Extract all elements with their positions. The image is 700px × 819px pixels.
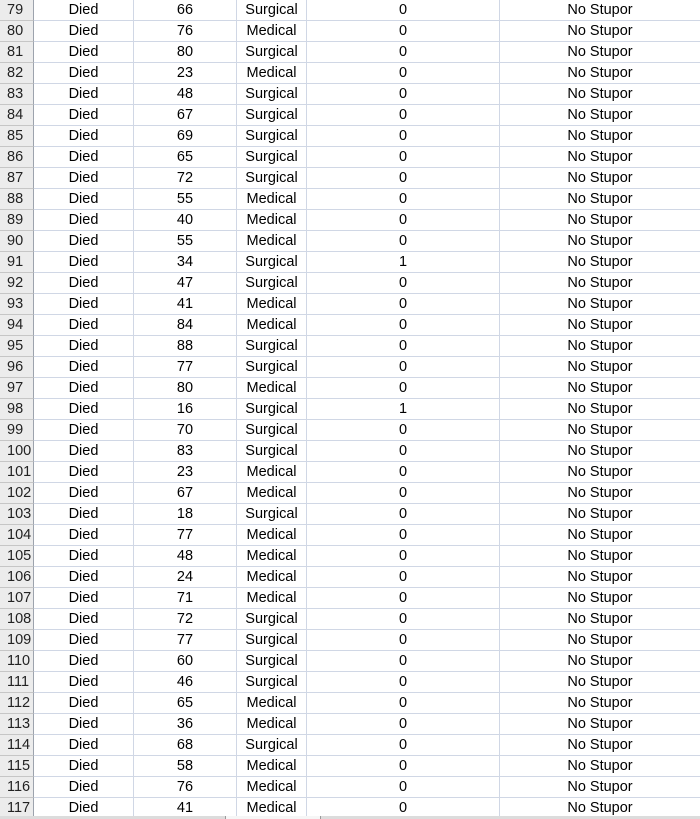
age-cell[interactable]: 88: [134, 336, 237, 357]
age-cell[interactable]: 34: [134, 252, 237, 273]
age-cell[interactable]: 72: [134, 609, 237, 630]
age-cell[interactable]: 60: [134, 651, 237, 672]
row-header[interactable]: 92: [0, 273, 34, 294]
stupor-cell[interactable]: No Stupor: [500, 189, 700, 210]
row-header[interactable]: 102: [0, 483, 34, 504]
count-cell[interactable]: 0: [307, 546, 500, 567]
admission-type-cell[interactable]: Surgical: [237, 126, 307, 147]
table-row: [0, 546, 700, 567]
table-row: [0, 0, 700, 21]
age-cell[interactable]: 23: [134, 462, 237, 483]
stupor-cell[interactable]: No Stupor: [500, 420, 700, 441]
admission-type-cell[interactable]: Surgical: [237, 399, 307, 420]
outcome-cell[interactable]: Died: [34, 21, 134, 42]
admission-type-cell[interactable]: Medical: [237, 21, 307, 42]
outcome-cell[interactable]: Died: [34, 294, 134, 315]
age-cell[interactable]: 80: [134, 378, 237, 399]
age-cell[interactable]: 77: [134, 525, 237, 546]
stupor-cell[interactable]: No Stupor: [500, 798, 700, 819]
outcome-cell[interactable]: Died: [34, 252, 134, 273]
age-cell[interactable]: 68: [134, 735, 237, 756]
row-header[interactable]: 100: [0, 441, 34, 462]
outcome-cell[interactable]: Died: [34, 420, 134, 441]
row-header[interactable]: 97: [0, 378, 34, 399]
stupor-cell[interactable]: No Stupor: [500, 672, 700, 693]
stupor-cell[interactable]: No Stupor: [500, 252, 700, 273]
count-cell[interactable]: 0: [307, 651, 500, 672]
table-row: [0, 441, 700, 462]
row-header[interactable]: 106: [0, 567, 34, 588]
admission-type-cell[interactable]: Medical: [237, 714, 307, 735]
row-header[interactable]: 86: [0, 147, 34, 168]
age-cell[interactable]: 66: [134, 0, 237, 21]
count-cell[interactable]: 0: [307, 588, 500, 609]
table-row: [0, 504, 700, 525]
count-cell[interactable]: 1: [307, 399, 500, 420]
count-cell[interactable]: 0: [307, 0, 500, 21]
outcome-cell[interactable]: Died: [34, 42, 134, 63]
stupor-cell[interactable]: No Stupor: [500, 567, 700, 588]
age-cell[interactable]: 70: [134, 420, 237, 441]
admission-type-cell[interactable]: Surgical: [237, 273, 307, 294]
stupor-cell[interactable]: No Stupor: [500, 147, 700, 168]
row-header[interactable]: 113: [0, 714, 34, 735]
count-cell[interactable]: 0: [307, 189, 500, 210]
table-row: [0, 210, 700, 231]
stupor-cell[interactable]: No Stupor: [500, 168, 700, 189]
outcome-cell[interactable]: Died: [34, 336, 134, 357]
row-header[interactable]: 93: [0, 294, 34, 315]
outcome-cell[interactable]: Died: [34, 126, 134, 147]
age-cell[interactable]: 55: [134, 231, 237, 252]
admission-type-cell[interactable]: Surgical: [237, 42, 307, 63]
row-header[interactable]: 85: [0, 126, 34, 147]
outcome-cell[interactable]: Died: [34, 210, 134, 231]
count-cell[interactable]: 0: [307, 777, 500, 798]
admission-type-cell[interactable]: Surgical: [237, 651, 307, 672]
outcome-cell[interactable]: Died: [34, 357, 134, 378]
count-cell[interactable]: 0: [307, 147, 500, 168]
stupor-cell[interactable]: No Stupor: [500, 63, 700, 84]
stupor-cell[interactable]: No Stupor: [500, 315, 700, 336]
age-cell[interactable]: 18: [134, 504, 237, 525]
admission-type-cell[interactable]: Medical: [237, 546, 307, 567]
admission-type-cell[interactable]: Medical: [237, 63, 307, 84]
age-cell[interactable]: 36: [134, 714, 237, 735]
row-header[interactable]: 89: [0, 210, 34, 231]
admission-type-cell[interactable]: Medical: [237, 693, 307, 714]
outcome-cell[interactable]: Died: [34, 483, 134, 504]
admission-type-cell[interactable]: Medical: [237, 567, 307, 588]
stupor-cell[interactable]: No Stupor: [500, 651, 700, 672]
outcome-cell[interactable]: Died: [34, 504, 134, 525]
row-header[interactable]: 80: [0, 21, 34, 42]
age-cell[interactable]: 84: [134, 315, 237, 336]
count-cell[interactable]: 0: [307, 483, 500, 504]
stupor-cell[interactable]: No Stupor: [500, 42, 700, 63]
stupor-cell[interactable]: No Stupor: [500, 105, 700, 126]
row-header[interactable]: 81: [0, 42, 34, 63]
outcome-cell[interactable]: Died: [34, 651, 134, 672]
count-cell[interactable]: 0: [307, 168, 500, 189]
stupor-cell[interactable]: No Stupor: [500, 462, 700, 483]
table-row: [0, 63, 700, 84]
table-row: [0, 315, 700, 336]
admission-type-cell[interactable]: Surgical: [237, 735, 307, 756]
table-row: [0, 462, 700, 483]
table-row: [0, 189, 700, 210]
admission-type-cell[interactable]: Surgical: [237, 336, 307, 357]
outcome-cell[interactable]: Died: [34, 0, 134, 21]
table-row: [0, 588, 700, 609]
row-header[interactable]: 95: [0, 336, 34, 357]
table-row: [0, 483, 700, 504]
row-header[interactable]: 82: [0, 63, 34, 84]
row-header[interactable]: 103: [0, 504, 34, 525]
row-header[interactable]: 117: [0, 798, 34, 819]
count-cell[interactable]: 0: [307, 294, 500, 315]
row-header[interactable]: 111: [0, 672, 34, 693]
admission-type-cell[interactable]: Medical: [237, 462, 307, 483]
stupor-cell[interactable]: No Stupor: [500, 0, 700, 21]
table-row: [0, 252, 700, 273]
count-cell[interactable]: 0: [307, 105, 500, 126]
stupor-cell[interactable]: No Stupor: [500, 231, 700, 252]
age-cell[interactable]: 67: [134, 105, 237, 126]
stupor-cell[interactable]: No Stupor: [500, 21, 700, 42]
count-cell[interactable]: 0: [307, 630, 500, 651]
admission-type-cell[interactable]: Surgical: [237, 441, 307, 462]
table-row: [0, 630, 700, 651]
outcome-cell[interactable]: Died: [34, 567, 134, 588]
stupor-cell[interactable]: No Stupor: [500, 483, 700, 504]
table-row: [0, 609, 700, 630]
table-row: [0, 777, 700, 798]
outcome-cell[interactable]: Died: [34, 462, 134, 483]
stupor-cell[interactable]: No Stupor: [500, 777, 700, 798]
stupor-cell[interactable]: No Stupor: [500, 588, 700, 609]
row-header[interactable]: 88: [0, 189, 34, 210]
table-row: [0, 231, 700, 252]
admission-type-cell[interactable]: Surgical: [237, 0, 307, 21]
age-cell[interactable]: 71: [134, 588, 237, 609]
table-row: [0, 273, 700, 294]
outcome-cell[interactable]: Died: [34, 735, 134, 756]
outcome-cell[interactable]: Died: [34, 189, 134, 210]
table-row: [0, 567, 700, 588]
count-cell[interactable]: 0: [307, 693, 500, 714]
stupor-cell[interactable]: No Stupor: [500, 357, 700, 378]
admission-type-cell[interactable]: Surgical: [237, 420, 307, 441]
count-cell[interactable]: 0: [307, 21, 500, 42]
stupor-cell[interactable]: No Stupor: [500, 714, 700, 735]
count-cell[interactable]: 0: [307, 525, 500, 546]
age-cell[interactable]: 58: [134, 756, 237, 777]
outcome-cell[interactable]: Died: [34, 588, 134, 609]
admission-type-cell[interactable]: Surgical: [237, 84, 307, 105]
table-row: [0, 42, 700, 63]
stupor-cell[interactable]: No Stupor: [500, 399, 700, 420]
count-cell[interactable]: 0: [307, 315, 500, 336]
age-cell[interactable]: 16: [134, 399, 237, 420]
age-cell[interactable]: 65: [134, 693, 237, 714]
count-cell[interactable]: 0: [307, 336, 500, 357]
age-cell[interactable]: 80: [134, 42, 237, 63]
admission-type-cell[interactable]: Surgical: [237, 252, 307, 273]
row-header[interactable]: 104: [0, 525, 34, 546]
stupor-cell[interactable]: No Stupor: [500, 546, 700, 567]
admission-type-cell[interactable]: Surgical: [237, 147, 307, 168]
admission-type-cell[interactable]: Surgical: [237, 504, 307, 525]
count-cell[interactable]: 0: [307, 420, 500, 441]
table-row: [0, 378, 700, 399]
outcome-cell[interactable]: Died: [34, 798, 134, 819]
count-cell[interactable]: 0: [307, 441, 500, 462]
age-cell[interactable]: 46: [134, 672, 237, 693]
table-row: [0, 693, 700, 714]
admission-type-cell[interactable]: Medical: [237, 378, 307, 399]
outcome-cell[interactable]: Died: [34, 231, 134, 252]
outcome-cell[interactable]: Died: [34, 609, 134, 630]
table-row: [0, 147, 700, 168]
table-row: [0, 357, 700, 378]
table-row: [0, 756, 700, 777]
admission-type-cell[interactable]: Medical: [237, 189, 307, 210]
admission-type-cell[interactable]: Medical: [237, 210, 307, 231]
age-cell[interactable]: 83: [134, 441, 237, 462]
row-header[interactable]: 116: [0, 777, 34, 798]
row-header[interactable]: 83: [0, 84, 34, 105]
count-cell[interactable]: 0: [307, 714, 500, 735]
age-cell[interactable]: 67: [134, 483, 237, 504]
outcome-cell[interactable]: Died: [34, 546, 134, 567]
row-header[interactable]: 98: [0, 399, 34, 420]
age-cell[interactable]: 76: [134, 777, 237, 798]
outcome-cell[interactable]: Died: [34, 672, 134, 693]
row-header[interactable]: 94: [0, 315, 34, 336]
table-row: [0, 672, 700, 693]
row-header[interactable]: 105: [0, 546, 34, 567]
row-header[interactable]: 91: [0, 252, 34, 273]
age-cell[interactable]: 41: [134, 294, 237, 315]
table-row: [0, 420, 700, 441]
table-row: [0, 525, 700, 546]
stupor-cell[interactable]: No Stupor: [500, 84, 700, 105]
count-cell[interactable]: 0: [307, 735, 500, 756]
age-cell[interactable]: 65: [134, 147, 237, 168]
stupor-cell[interactable]: No Stupor: [500, 735, 700, 756]
age-cell[interactable]: 47: [134, 273, 237, 294]
outcome-cell[interactable]: Died: [34, 63, 134, 84]
count-cell[interactable]: 0: [307, 210, 500, 231]
count-cell[interactable]: 0: [307, 126, 500, 147]
admission-type-cell[interactable]: Surgical: [237, 630, 307, 651]
row-header[interactable]: 114: [0, 735, 34, 756]
stupor-cell[interactable]: No Stupor: [500, 609, 700, 630]
count-cell[interactable]: 0: [307, 84, 500, 105]
admission-type-cell[interactable]: Surgical: [237, 357, 307, 378]
admission-type-cell[interactable]: Medical: [237, 294, 307, 315]
count-cell[interactable]: 0: [307, 672, 500, 693]
age-cell[interactable]: 72: [134, 168, 237, 189]
age-cell[interactable]: 69: [134, 126, 237, 147]
row-header[interactable]: 109: [0, 630, 34, 651]
table-row: [0, 735, 700, 756]
outcome-cell[interactable]: Died: [34, 777, 134, 798]
admission-type-cell[interactable]: Medical: [237, 483, 307, 504]
admission-type-cell[interactable]: Medical: [237, 525, 307, 546]
admission-type-cell[interactable]: Surgical: [237, 672, 307, 693]
age-cell[interactable]: 55: [134, 189, 237, 210]
table-row: [0, 714, 700, 735]
stupor-cell[interactable]: No Stupor: [500, 210, 700, 231]
table-row: [0, 651, 700, 672]
age-cell[interactable]: 41: [134, 798, 237, 819]
count-cell[interactable]: 0: [307, 567, 500, 588]
table-row: [0, 294, 700, 315]
outcome-cell[interactable]: Died: [34, 147, 134, 168]
age-cell[interactable]: 40: [134, 210, 237, 231]
stupor-cell[interactable]: No Stupor: [500, 525, 700, 546]
count-cell[interactable]: 0: [307, 63, 500, 84]
admission-type-cell[interactable]: Medical: [237, 798, 307, 819]
age-cell[interactable]: 77: [134, 630, 237, 651]
outcome-cell[interactable]: Died: [34, 630, 134, 651]
outcome-cell[interactable]: Died: [34, 84, 134, 105]
count-cell[interactable]: 0: [307, 357, 500, 378]
table-row: [0, 21, 700, 42]
count-cell[interactable]: 0: [307, 798, 500, 819]
outcome-cell[interactable]: Died: [34, 399, 134, 420]
outcome-cell[interactable]: Died: [34, 168, 134, 189]
count-cell[interactable]: 0: [307, 609, 500, 630]
age-cell[interactable]: 23: [134, 63, 237, 84]
admission-type-cell[interactable]: Medical: [237, 777, 307, 798]
row-header[interactable]: 110: [0, 651, 34, 672]
row-header[interactable]: 112: [0, 693, 34, 714]
age-cell[interactable]: 48: [134, 546, 237, 567]
outcome-cell[interactable]: Died: [34, 693, 134, 714]
stupor-cell[interactable]: No Stupor: [500, 630, 700, 651]
outcome-cell[interactable]: Died: [34, 315, 134, 336]
table-row: [0, 399, 700, 420]
table-row: [0, 126, 700, 147]
stupor-cell[interactable]: No Stupor: [500, 126, 700, 147]
stupor-cell[interactable]: No Stupor: [500, 273, 700, 294]
row-header[interactable]: 99: [0, 420, 34, 441]
row-header[interactable]: 79: [0, 0, 34, 21]
admission-type-cell[interactable]: Surgical: [237, 609, 307, 630]
count-cell[interactable]: 0: [307, 231, 500, 252]
row-header[interactable]: 108: [0, 609, 34, 630]
count-cell[interactable]: 1: [307, 252, 500, 273]
row-header[interactable]: 96: [0, 357, 34, 378]
row-header[interactable]: 90: [0, 231, 34, 252]
table-row: [0, 168, 700, 189]
row-header[interactable]: 107: [0, 588, 34, 609]
admission-type-cell[interactable]: Medical: [237, 588, 307, 609]
admission-type-cell[interactable]: Medical: [237, 315, 307, 336]
count-cell[interactable]: 0: [307, 756, 500, 777]
outcome-cell[interactable]: Died: [34, 273, 134, 294]
stupor-cell[interactable]: No Stupor: [500, 378, 700, 399]
row-header[interactable]: 101: [0, 462, 34, 483]
age-cell[interactable]: 24: [134, 567, 237, 588]
count-cell[interactable]: 0: [307, 273, 500, 294]
outcome-cell[interactable]: Died: [34, 714, 134, 735]
count-cell[interactable]: 0: [307, 504, 500, 525]
stupor-cell[interactable]: No Stupor: [500, 693, 700, 714]
table-row: [0, 84, 700, 105]
row-header[interactable]: 87: [0, 168, 34, 189]
age-cell[interactable]: 76: [134, 21, 237, 42]
outcome-cell[interactable]: Died: [34, 105, 134, 126]
count-cell[interactable]: 0: [307, 378, 500, 399]
stupor-cell[interactable]: No Stupor: [500, 294, 700, 315]
table-row: [0, 336, 700, 357]
stupor-cell[interactable]: No Stupor: [500, 504, 700, 525]
age-cell[interactable]: 77: [134, 357, 237, 378]
stupor-cell[interactable]: No Stupor: [500, 336, 700, 357]
age-cell[interactable]: 48: [134, 84, 237, 105]
count-cell[interactable]: 0: [307, 462, 500, 483]
outcome-cell[interactable]: Died: [34, 378, 134, 399]
outcome-cell[interactable]: Died: [34, 525, 134, 546]
admission-type-cell[interactable]: Medical: [237, 231, 307, 252]
row-header[interactable]: 115: [0, 756, 34, 777]
row-header[interactable]: 84: [0, 105, 34, 126]
admission-type-cell[interactable]: Surgical: [237, 168, 307, 189]
admission-type-cell[interactable]: Surgical: [237, 105, 307, 126]
table-row: [0, 105, 700, 126]
stupor-cell[interactable]: No Stupor: [500, 756, 700, 777]
outcome-cell[interactable]: Died: [34, 756, 134, 777]
admission-type-cell[interactable]: Medical: [237, 756, 307, 777]
stupor-cell[interactable]: No Stupor: [500, 441, 700, 462]
count-cell[interactable]: 0: [307, 42, 500, 63]
outcome-cell[interactable]: Died: [34, 441, 134, 462]
